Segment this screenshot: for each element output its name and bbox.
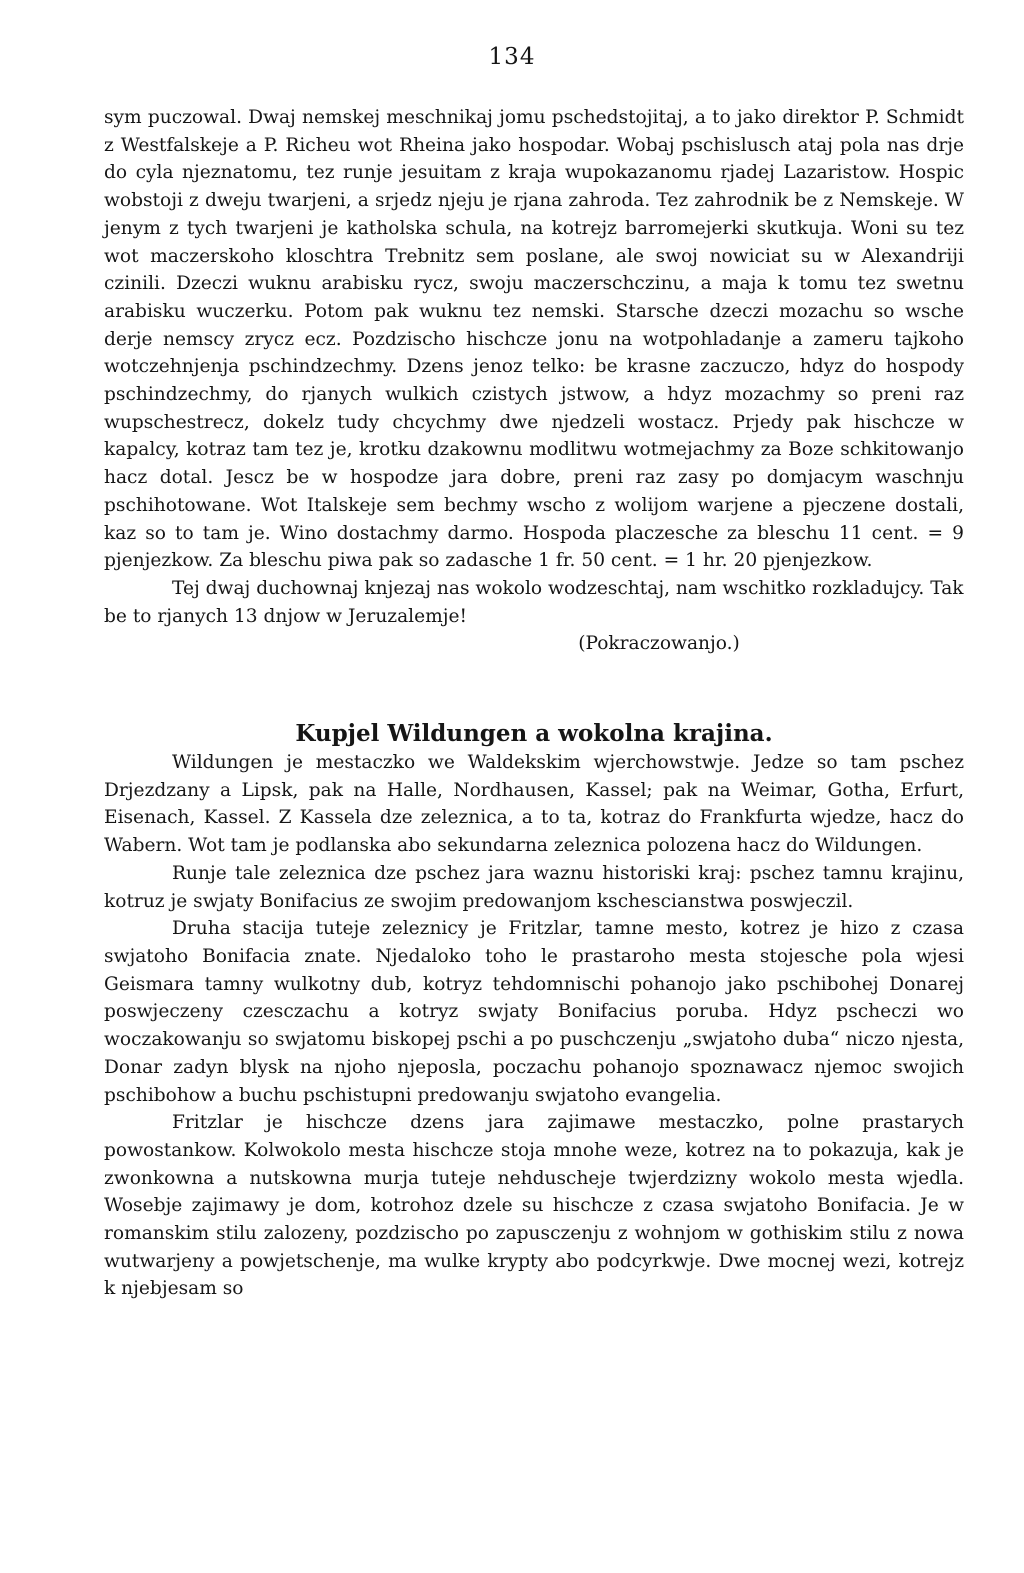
article-paragraph: Wildungen je mestaczko we Waldekskim wjerchowstwje. Jedze so tam pschez Drjezdzany a Lipsk, pak na Halle, Nordhausen, Kassel; pak na Weimar, Gotha, Erfurt, Eisenach, Kassel. Z Kassela dze zeleznica, a to ta, kotraz do Frankfurta wjedze, hacz do Wabern. Wot tam je podlanska abo sekundarna zeleznica polozena hacz do Wildungen. [104,752,964,857]
article-body [104,749,964,1303]
continuation-note: (Pokraczowanjo.) [578,633,740,655]
page-number: 134 [488,44,536,70]
article-paragraph: sym puczowal. Dwaj nemskej meschnikaj jomu pschedstojitaj, a to jako direktor P. Schmidt z Westfalskeje a P. Richeu wot Rheina jako hospodar. Wobaj pschislusch ataj pola nas drje do cyla njeznatomu, tez runje jesuitam z kraja wupokazanomu rjadej Lazaristow. Hospic wobstoji z dweju twarjeni, a srjedz njeju je rjana zahroda. Tez zahrodnik be z Nemskeje. W jenym z tych twarjeni je katholska schula, na kotrejz barromejerki skutkuja. Woni su tez wot maczerskoho kloschtra Trebnitz sem poslane, ale swoj nowiciat su w Alexandriji czinili. Dzeczi wuknu arabisku rycz, swoju maczerschczinu, a maja k tomu tez swetnu arabisku wuczerku. Potom pak wuknu tez nemski. Starsche dzeczi mozachu so wsche derje nemscy zrycz ecz. Pozdzischo hischcze jonu na wotpohladanje a zameru tajkoho wotczehnjenja pschindzechmy. Dzens jenoz telko: be krasne zaczuczo, hdyz do hospody pschindzechmy, do rjanych wulkich czistych jstwow, a hdyz mozachmy so preni raz wupschestrecz, dokelz tudy chcychmy dwe njedzeli wostacz. Prjedy pak hischcze w kapalcy, kotraz tam tez je, krotku dzakownu modlitwu wotmejachmy za Boze schkitowanjo hacz dotal. Jescz be w hospodze jara dobre, preni raz zasy po domjacym waschnju pschihotowane. Wot Italskeje sem bechmy wscho z wolijom warjene a pjeczene dostali, kaz so to tam je. Wino dostachmy darmo. Hospoda placzesche za bleschu 11 cent. = 9 pjenjezkow. Za bleschu piwa pak so zadasche 1 fr. 50 cent. = 1 hr. 20 pjenjezkow. [104,107,964,572]
page-content [104,104,964,1303]
article-paragraph: Runje tale zeleznica dze pschez jara waznu historiski kraj: pschez tamnu krajinu, kotruz je swjaty Bonifacius ze swojim predowanjom kschescianstwa poswjeczil. [104,862,964,912]
article-paragraph: Tej dwaj duchownaj knjezaj nas wokolo wodzeschtaj, nam wschitko rozkladujcy. Tak be to rjanych 13 dnjow w Jeruzalemje! [104,577,964,627]
article-paragraph: Fritzlar je hischcze dzens jara zajimawe mestaczko, polne prastarych powostankow. Kolwokolo mesta hischcze stoja mnohe weze, kotrez na to pokazuja, kak je zwonkowna a nutskowna murja tuteje nehduscheje twjerdzizny wokolo mesta wjedla. Wosebje zajimawy je dom, kotrohoz dzele su hischcze z czasa swjatoho Bonifacia. Je w romanskim stilu zalozeny, pozdzischo po zapusczenju z wohnjom w gothiskim stilu z nowa wutwarjeny a powjetschenje, ma wulke krypty abo podcyrkwje. Dwe mocnej wezi, kotrejz k njebjesam so [104,1112,964,1300]
article-continued [104,104,964,658]
article-paragraph: Druha stacija tuteje zeleznicy je Fritzlar, tamne mesto, kotrez je hizo z czasa swjatoho Bonifacia znate. Njedaloko toho le prastaroho mesta stojesche pola wjesi Geismara tamny wulkotny dub, kotryz tehdomnischi pohanojo jako pschibohej Donarej poswjeczeny czesczachu a kotryz swjaty Bonifacius poruba. Hdyz pscheczi wo woczakowanju so swjatomu biskopej pschi a po puschczenju „swjatoho duba“ niczo njesta, Donar zadyn blysk na njoho njeposla, poczachu pohanojo spoznawacz njemoc swojich pschibohow a buchu pschistupni predowanju swjatoho evangelia. [104,918,964,1106]
article-title: Kupjel Wildungen a wokolna krajina. [295,720,773,748]
